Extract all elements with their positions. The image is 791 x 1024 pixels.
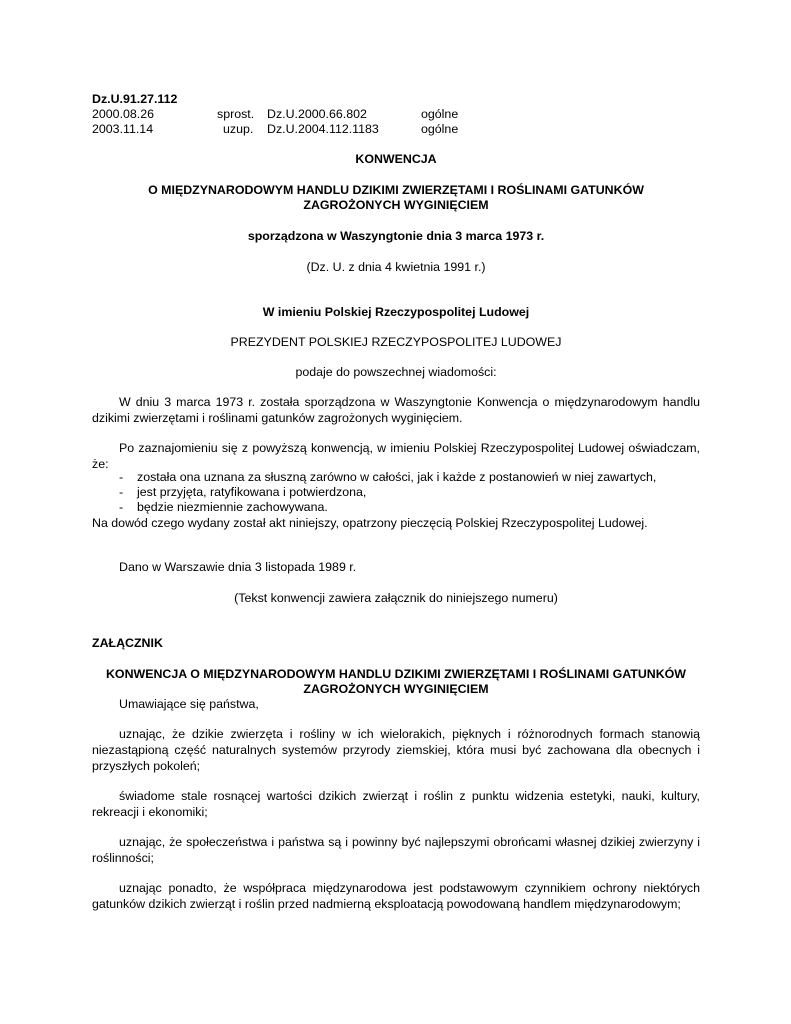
president-heading: PREZYDENT POLSKIEJ RZECZYPOSPOLITEJ LUDOWEJ bbox=[230, 335, 562, 349]
list-item-text: będzie niezmiennie zachowywana. bbox=[137, 500, 328, 514]
annex-title-line-2: ZAGROŻONYCH WYGINIĘCIEM bbox=[303, 682, 489, 696]
list-item: - będzie niezmiennie zachowywana. bbox=[119, 500, 328, 514]
amendment-date: 2000.08.26 bbox=[92, 107, 155, 121]
seal-paragraph: Na dowód czego wydany został akt niniejszy, opatrzony pieczęcią Polskiej Rzeczypospolitej Ludowej. bbox=[92, 516, 648, 530]
amendment-scope: ogólne bbox=[421, 122, 459, 136]
annex-title-line-1: KONWENCJA O MIĘDZYNARODOWYM HANDLU DZIKIMI ZWIERZĘTAMI I ROŚLINAMI GATUNKÓW bbox=[105, 667, 687, 681]
annex-clause: uznając, że społeczeństwa i państwa są i powinny być najlepszymi obrońcami własnej dzikiej zwierzyny i roślinności; bbox=[92, 835, 700, 865]
signing-info: sporządzona w Waszyngtonie dnia 3 marca 1973 r. bbox=[247, 229, 545, 243]
document-heading: KONWENCJA bbox=[355, 152, 437, 166]
amendment-ref: Dz.U.2000.66.802 bbox=[267, 107, 367, 121]
amendment-type: sprost. bbox=[217, 107, 255, 121]
amendment-scope: ogólne bbox=[421, 107, 459, 121]
list-item-text: jest przyjęta, ratyfikowana i potwierdzona, bbox=[137, 485, 367, 499]
attachment-note: (Tekst konwencji zawiera załącznik do niniejszego numeru) bbox=[234, 591, 558, 605]
on-behalf-heading: W imieniu Polskiej Rzeczypospolitej Ludowej bbox=[262, 305, 530, 319]
preamble-paragraph: Po zaznajomieniu się z powyższą konwencją, w imieniu Polskiej Rzeczypospolitej Ludowej oświadczam, że: bbox=[92, 441, 700, 471]
parties-line: Umawiające się państwa, bbox=[119, 697, 259, 711]
annex-clause: uznając, że dzikie zwierzęta i rośliny w ich wielorakich, pięknych i różnorodnych formach stanowią niezastąpioną część naturalnych systemów przyrody ziemskiej, która musi być zachowana dla obecnych i przyszłych pokoleń; bbox=[92, 727, 700, 773]
list-item-text: została ona uznana za słuszną zarówno w całości, jak i każde z postanowień w niej zawartych, bbox=[137, 470, 657, 484]
journal-reference: (Dz. U. z dnia 4 kwietnia 1991 r.) bbox=[306, 260, 486, 274]
list-item: - jest przyjęta, ratyfikowana i potwierdzona, bbox=[119, 485, 367, 499]
list-item: - została ona uznana za słuszną zarówno w całości, jak i każde z postanowień w niej zawartych, bbox=[119, 470, 657, 484]
annex-label: ZAŁĄCZNIK bbox=[92, 636, 163, 650]
amendment-type: uzup. bbox=[223, 122, 254, 136]
amendment-ref: Dz.U.2004.112.1183 bbox=[267, 122, 379, 136]
annex-clause: świadome stale rosnącej wartości dzikich zwierząt i roślin z punktu widzenia estetyki, nauki, kultury, rekreacji i ekonomiki; bbox=[92, 789, 700, 819]
document-reference: Dz.U.91.27.112 bbox=[92, 92, 178, 106]
annex-clause: uznając ponadto, że współpraca międzynarodowa jest podstawowym czynnikiem ochrony niektórych gatunków dzikich zwierząt i roślin przed nadmierną eksploatacją powodowaną handlem międzynarodowym; bbox=[92, 881, 700, 911]
title-line-1: O MIĘDZYNARODOWYM HANDLU DZIKIMI ZWIERZĘTAMI I ROŚLINAMI GATUNKÓW bbox=[148, 183, 644, 197]
notice-line: podaje do powszechnej wiadomości: bbox=[295, 365, 497, 379]
title-line-2: ZAGROŻONYCH WYGINIĘCIEM bbox=[303, 198, 489, 212]
given-line: Dano w Warszawie dnia 3 listopada 1989 r. bbox=[119, 560, 357, 574]
amendment-date: 2003.11.14 bbox=[92, 122, 154, 136]
preamble-paragraph: W dniu 3 marca 1973 r. została sporządzona w Waszyngtonie Konwencja o międzynarodowym handlu dzikimi zwierzętami i roślinami gatunków zagrożonych wyginięciem. bbox=[92, 395, 700, 425]
